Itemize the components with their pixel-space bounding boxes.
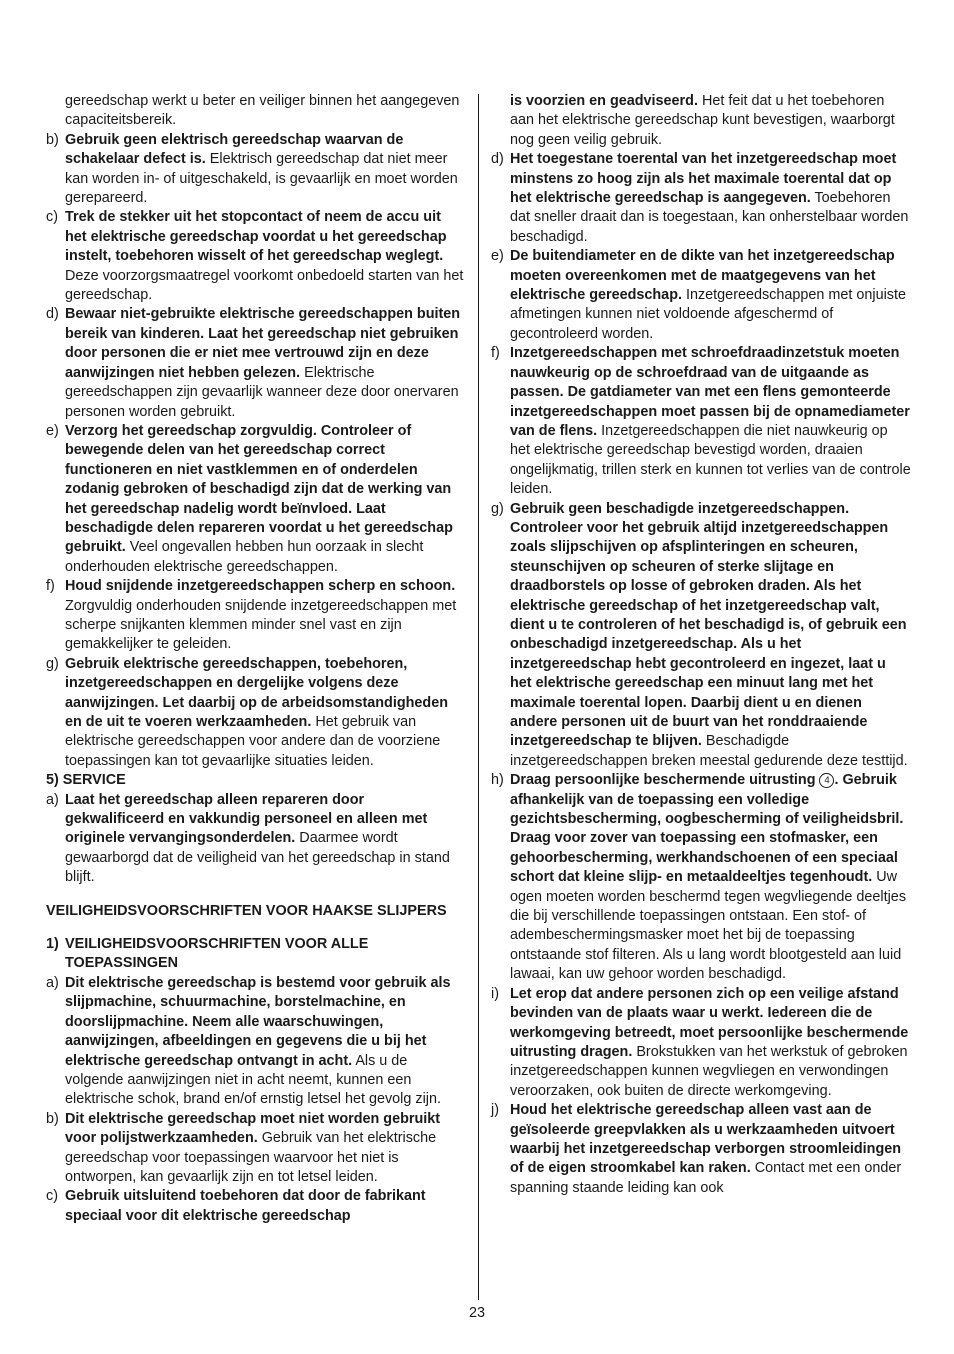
item-bold-text: Gebruik geen beschadigde inzetgereedschappen. Controleer voor het gebruik altijd inzetgereedschappen zoals slijpschijven op afsplinteringen en scheuren, steunschijven op scheuren of sterke slijtage en draadborstels op losse of gebroken draden. Als het elektrische gereedschap of het inzetgereedschap valt, dient u te controleren of het beschadigd is, of gebruik een onbeschadigd inzetgereedschap. Als u het inzetgereedschap hebt gecontroleerd en ingezet, laat u het elektrische gereedschap een minuut lang met het maximale toerental lopen. Daarbij dient u en dienen andere personen uit de buurt van het ronddraaiende inzetgereedschap te blijven. xyxy=(510,500,907,750)
page-number: 23 xyxy=(468,1305,485,1321)
item-text: Inzetgereedschappen met onjuiste afmetingen kunnen niet voldoende afgeschermd of gecontroleerd worden. xyxy=(510,287,906,342)
item-label: a) xyxy=(46,791,59,808)
item-label: a) xyxy=(46,974,59,991)
item-label: c) xyxy=(46,209,58,226)
item-label: i) xyxy=(491,985,499,1002)
item-bold-text: Bewaar niet-gebruikte elektrische gereedschappen buiten bereik van kinderen. Laat het gereedschap niet gebruiken door personen die er niet mee vertrouwd zijn en deze aanwijzingen niet hebben gelezen. xyxy=(65,306,461,381)
list-item-g xyxy=(46,655,466,771)
item-text: Uw ogen moeten worden beschermd tegen wegvliegende deeltjes die bij verschillende toepassingen ontstaan. Een stof- of adembeschermingsmasker moet het bij de toepassing ontstaande stof filteren. Als u lang wordt blootgesteld aan luid lawaai, kan uw gehoor worden beschadigd. xyxy=(510,869,907,983)
list-item-c xyxy=(46,208,466,305)
item-label: b) xyxy=(46,131,59,148)
item-text: Contact met een onder spanning staande leiding kan ook xyxy=(510,1160,902,1196)
item-label: h) xyxy=(491,772,504,789)
subsection-number: 1) xyxy=(46,936,59,953)
list-item-e xyxy=(46,422,466,577)
item-label: e) xyxy=(491,248,504,265)
item-text: Het feit dat u het toebehoren aan het elektrische gereedschap kunt bevestigen, waarborgt nog geen veilig gebruik. xyxy=(510,93,895,148)
figure-reference-circle: 4 xyxy=(819,773,834,788)
section-heading: VEILIGHEIDSVOORSCHRIFTEN VOOR HAAKSE SLIJPERS xyxy=(46,902,447,919)
item-text: Brokstukken van het werkstuk of gebroken inzetgereedschappen kunnen wegvliegen en verwondingen veroorzaken, ook buiten de directe werkomgeving. xyxy=(510,1043,908,1099)
list-item-e2 xyxy=(491,247,911,344)
item-text: Daarmee wordt gewaarborgd dat de veiligheid van het gereedschap in stand blijft. xyxy=(65,830,450,886)
item-label: f) xyxy=(491,345,500,362)
item-bold-text: Gebruik elektrische gereedschappen, toebehoren, inzetgereedschappen en dergelijke volgens deze aanwijzingen. Let daarbij op de arbeidsomstandigheden en de uit te voeren werkzaamheden. xyxy=(65,655,449,730)
service-heading: 5) SERVICE xyxy=(46,772,126,789)
item-bold-text: Dit elektrische gereedschap moet niet worden gebruikt voor polijstwerkzaamheden. xyxy=(65,1110,441,1147)
item-text: Elektrisch gereedschap dat niet meer kan worden in- of uitgeschakeld, is gevaarlijk en moet worden gerepareerd. xyxy=(65,151,458,207)
list-item-f xyxy=(46,577,466,655)
item-bold-text: Trek de stekker uit het stopcontact of neem de accu uit het elektrische gereedschap voordat u het gereedschap instelt, toebehoren wisselt of het gereedschap weglegt. xyxy=(65,209,447,265)
item-bold-text: Draag persoonlijke beschermende uitrusting xyxy=(510,772,820,789)
item-bold-text: is voorzien en geadviseerd. xyxy=(510,93,698,109)
item-label: d) xyxy=(491,151,504,168)
item-text: Als u de volgende aanwijzingen niet in acht neemt, kunnen een elektrische schok, brand en/of ernstig letsel het gevolg zijn. xyxy=(65,1052,441,1108)
item-text: Deze voorzorgsmaatregel voorkomt onbedoeld starten van het gereedschap. xyxy=(65,267,464,304)
paragraph-continuation: gereedschap werkt u beter en veiliger binnen het aangegeven capaciteitsbereik. xyxy=(65,93,460,129)
list-item-service-a xyxy=(46,791,466,888)
right-column xyxy=(491,92,911,1198)
column-divider xyxy=(478,94,479,1300)
item-label: d) xyxy=(46,306,59,323)
list-item-h xyxy=(491,771,911,984)
item-bold-text: Laat het gereedschap alleen repareren door gekwalificeerd en vakkundig personeel en alleen met originele vervangingsonderdelen. xyxy=(65,791,428,847)
subsection-heading xyxy=(46,935,466,974)
item-label: f) xyxy=(46,578,55,595)
item-bold-text: Houd het elektrische gereedschap alleen vast aan de geïsoleerde greepvlakken als u werkzaamheden uitvoert waarbij het inzetgereedschap verborgen stroomleidingen of de eigen stroomkabel kan raken. xyxy=(510,1102,902,1177)
item-text: Elektrische gereedschappen zijn gevaarlijk wanneer deze door onervaren personen worden gebruikt. xyxy=(65,364,459,420)
item-label: j) xyxy=(491,1102,499,1119)
item-text: Inzetgereedschappen die niet nauwkeurig op het elektrische gereedschap bevestigd worden, draaien ongelijkmatig, trillen sterk en kunnen tot verlies van de controle leiden. xyxy=(510,422,911,498)
list-item-f2 xyxy=(491,344,911,499)
item-bold-text: . Gebruik afhankelijk van de toepassing een volledige gezichtsbescherming, oogbescherming of veiligheidsbril. Draag voor zover van toepassing een stofmasker, een gehoorbescherming, werkhandschoenen of een speciaal schort dat kleine slijp- en metaaldeeltjes tegenhoudt. xyxy=(510,772,904,886)
item-bold-text: Let erop dat andere personen zich op een veilige afstand bevinden van de plaats waar u werkt. Iedereen die de werkomgeving betreedt, moet persoonlijke beschermende uitrusting dragen. xyxy=(510,985,909,1060)
item-text: Toebehoren dat sneller draait dan is toegestaan, kan onherstelbaar worden beschadigd. xyxy=(510,190,909,245)
item-bold-text: Houd snijdende inzetgereedschappen scherp en schoon. xyxy=(65,578,456,595)
item-bold-text: Inzetgereedschappen met schroefdraadinzetstuk moeten nauwkeurig op de schroefdraad van de uitgaande as passen. De gatdiameter van met een flens gemonteerde inzetgereedschappen moet passen bij de opnamediameter van de flens. xyxy=(510,345,910,439)
paragraph-continuation xyxy=(491,92,911,150)
item-label: e) xyxy=(46,422,59,439)
item-label: g) xyxy=(46,655,59,672)
item-bold-text: Dit elektrische gereedschap is bestemd voor gebruik als slijpmachine, schuurmachine, borstelmachine, en doorslijpmachine. Neem alle waarschuwingen, aanwijzingen, afbeeldingen en gegevens die u bij het elektrische gereedschap ontvangt in acht. xyxy=(65,974,451,1069)
list-item-j xyxy=(491,1101,911,1198)
item-text: Veel ongevallen hebben hun oorzaak in slecht onderhouden elektrische gereedschappen. xyxy=(65,539,424,575)
item-bold-text: Het toegestane toerental van het inzetgereedschap moet minstens zo hoog zijn als het maximale toerental dat op het elektrische gereedschap is aangegeven. xyxy=(510,151,897,207)
list-item-c2 xyxy=(46,1187,466,1226)
item-label: b) xyxy=(46,1110,59,1127)
item-text: Zorgvuldig onderhouden snijdende inzetgereedschappen met scherpe snijkanten klemmen minder snel vast en zijn gemakkelijker te geleiden. xyxy=(65,597,457,653)
subsection-title: VEILIGHEIDSVOORSCHRIFTEN VOOR ALLE TOEPASSINGEN xyxy=(65,936,369,972)
item-text: Gebruik van het elektrische gereedschap voor toepassingen waarvoor het niet is ontworpen, kan gevaarlijk zijn en tot letsel leiden. xyxy=(65,1130,437,1185)
item-bold-text: De buitendiameter en de dikte van het inzetgereedschap moeten overeenkomen met de maatgegevens van het elektrische gereedschap. xyxy=(510,248,895,304)
item-text: Beschadigde inzetgereedschappen breken meestal gedurende deze testtijd. xyxy=(510,733,908,769)
item-label: c) xyxy=(46,1188,58,1205)
list-item-d2 xyxy=(491,150,911,247)
list-item-a xyxy=(46,974,466,1110)
list-item-g2 xyxy=(491,500,911,772)
left-column xyxy=(46,92,466,1226)
list-item-i xyxy=(491,985,911,1101)
item-bold-text: Verzorg het gereedschap zorgvuldig. Controleer of bewegende delen van het gereedschap correct functioneren en niet vastklemmen en of onderdelen zodanig gebroken of beschadigd zijn dat de werking van het gereedschap nadelig wordt beïnvloed. Laat beschadigde delen repareren voordat u het gereedschap gebruikt. xyxy=(65,422,453,556)
item-bold-text: Gebruik uitsluitend toebehoren dat door de fabrikant speciaal voor dit elektrische gereedschap xyxy=(65,1188,426,1224)
item-label: g) xyxy=(491,500,504,517)
list-item-b2 xyxy=(46,1110,466,1188)
item-bold-text: Gebruik geen elektrisch gereedschap waarvan de schakelaar defect is. xyxy=(65,131,404,168)
list-item-d xyxy=(46,305,466,421)
list-item-b xyxy=(46,131,466,209)
item-text: Het gebruik van elektrische gereedschappen voor andere dan de voorziene toepassingen kan tot gevaarlijke situaties leiden. xyxy=(65,714,441,769)
